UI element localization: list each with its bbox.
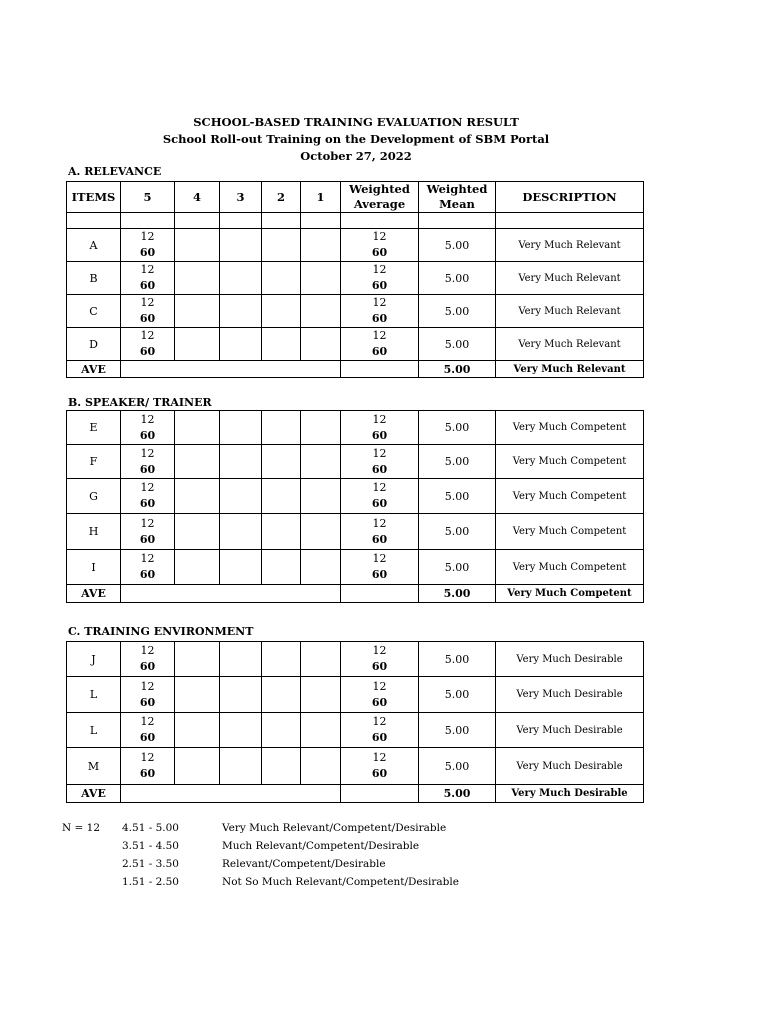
rating-5-cell bbox=[121, 411, 175, 445]
table-row bbox=[67, 642, 644, 677]
description-cell: Very Much Relevant bbox=[496, 328, 644, 361]
rating-3-cell bbox=[220, 550, 262, 585]
rating-3-cell bbox=[220, 479, 262, 514]
weighted-mean-cell: 5.00 bbox=[419, 550, 496, 585]
rating-1-cell bbox=[301, 262, 341, 295]
rating-1-cell bbox=[301, 550, 341, 585]
rating-5-score: 60 bbox=[139, 345, 156, 358]
rating-4-cell bbox=[175, 262, 220, 295]
weighted-average-cell bbox=[341, 550, 419, 585]
rating-3-cell bbox=[220, 514, 262, 550]
weighted-count: 12 bbox=[372, 751, 387, 764]
weighted-average-cell bbox=[341, 445, 419, 479]
rating-4-cell bbox=[175, 479, 220, 514]
rating-5-cell bbox=[121, 479, 175, 514]
weighted-count: 12 bbox=[372, 644, 387, 657]
rating-2-cell bbox=[262, 295, 301, 328]
table-row bbox=[67, 550, 644, 585]
item-label: M bbox=[67, 748, 121, 785]
rating-5-score: 60 bbox=[139, 767, 156, 780]
weighted-total: 60 bbox=[371, 695, 388, 709]
weighted-total: 60 bbox=[371, 246, 388, 259]
item-label: G bbox=[67, 479, 121, 514]
description-cell: Very Much Competent bbox=[496, 550, 644, 585]
item-label: C bbox=[67, 295, 121, 328]
weighted-total: 60 bbox=[371, 312, 388, 325]
description-cell: Very Much Relevant bbox=[496, 262, 644, 295]
rating-3-cell bbox=[220, 328, 262, 361]
rating-3-cell bbox=[220, 445, 262, 479]
table-row bbox=[67, 295, 644, 328]
rating-2-cell bbox=[262, 328, 301, 361]
rating-1-cell bbox=[301, 411, 341, 445]
item-label: I bbox=[67, 550, 121, 585]
table-row bbox=[67, 514, 644, 550]
rating-1-cell bbox=[301, 445, 341, 479]
rating-5-score: 60 bbox=[139, 279, 156, 292]
weighted-count: 12 bbox=[372, 412, 387, 426]
rating-5-cell bbox=[121, 550, 175, 585]
rating-5-cell bbox=[121, 642, 175, 677]
rating-5-score: 60 bbox=[139, 462, 156, 476]
description-cell: Very Much Competent bbox=[496, 479, 644, 514]
average-blank bbox=[121, 361, 341, 378]
rating-5-count: 12 bbox=[140, 481, 155, 494]
description-cell: Very Much Desirable bbox=[496, 748, 644, 785]
weighted-average-cell bbox=[341, 713, 419, 748]
relevance-header bbox=[67, 182, 644, 229]
legend-row bbox=[62, 858, 582, 876]
weighted-average-cell bbox=[341, 295, 419, 328]
rating-5-cell bbox=[121, 748, 175, 785]
rating-1-cell bbox=[301, 677, 341, 713]
col-items: ITEMS bbox=[67, 182, 121, 213]
rating-2-cell bbox=[262, 479, 301, 514]
table-row bbox=[67, 328, 644, 361]
rating-4-cell bbox=[175, 748, 220, 785]
weighted-average-cell bbox=[341, 229, 419, 262]
training-environment-table bbox=[66, 641, 644, 803]
weighted-mean-cell: 5.00 bbox=[419, 479, 496, 514]
weighted-total: 60 bbox=[371, 660, 388, 673]
rating-2-cell bbox=[262, 550, 301, 585]
table-row bbox=[67, 229, 644, 262]
weighted-mean-cell: 5.00 bbox=[419, 514, 496, 550]
description-cell: Very Much Desirable bbox=[496, 677, 644, 713]
rating-2-cell bbox=[262, 229, 301, 262]
legend-row bbox=[62, 840, 582, 858]
rating-5-cell bbox=[121, 295, 175, 328]
section-a-average bbox=[67, 361, 644, 378]
legend-text: Not So Much Relevant/Competent/Desirable bbox=[222, 876, 459, 888]
rating-3-cell bbox=[220, 677, 262, 713]
legend-range: 2.51 - 3.50 bbox=[122, 858, 179, 870]
weighted-total: 60 bbox=[371, 462, 388, 476]
rating-4-cell bbox=[175, 642, 220, 677]
rating-5-score: 60 bbox=[139, 695, 156, 709]
average-row bbox=[67, 361, 644, 378]
rating-5-score: 60 bbox=[139, 660, 156, 673]
item-label: F bbox=[67, 445, 121, 479]
legend-range: 4.51 - 5.00 bbox=[122, 822, 179, 834]
description-cell: Very Much Desirable bbox=[496, 713, 644, 748]
description-cell: Very Much Relevant bbox=[496, 229, 644, 262]
table-row bbox=[67, 262, 644, 295]
rating-2-cell bbox=[262, 445, 301, 479]
rating-5-cell bbox=[121, 229, 175, 262]
rating-5-cell bbox=[121, 514, 175, 550]
rating-4-cell bbox=[175, 411, 220, 445]
weighted-count: 12 bbox=[372, 679, 387, 693]
weighted-count: 12 bbox=[372, 715, 387, 728]
sample-size: N = 12 bbox=[62, 822, 101, 834]
speaker-trainer-table bbox=[66, 410, 644, 603]
rating-5-count: 12 bbox=[140, 679, 155, 693]
average-mean: 5.00 bbox=[419, 585, 496, 603]
table-row bbox=[67, 411, 644, 445]
legend-row bbox=[62, 822, 582, 840]
section-b-title: B. SPEAKER/ TRAINER bbox=[68, 396, 212, 409]
weighted-total: 60 bbox=[371, 497, 388, 510]
rating-5-score: 60 bbox=[139, 312, 156, 325]
weighted-total: 60 bbox=[371, 345, 388, 358]
rating-1-cell bbox=[301, 514, 341, 550]
weighted-total: 60 bbox=[371, 532, 388, 546]
rating-5-score: 60 bbox=[139, 568, 156, 581]
rating-3-cell bbox=[220, 642, 262, 677]
rating-2-cell bbox=[262, 713, 301, 748]
legend-range: 1.51 - 2.50 bbox=[122, 876, 179, 888]
weighted-mean-cell: 5.00 bbox=[419, 677, 496, 713]
rating-1-cell bbox=[301, 328, 341, 361]
rating-5-count: 12 bbox=[140, 516, 155, 530]
weighted-average-cell bbox=[341, 328, 419, 361]
rating-3-cell bbox=[220, 411, 262, 445]
rating-2-cell bbox=[262, 642, 301, 677]
average-description: Very Much Competent bbox=[496, 585, 644, 603]
rating-5-count: 12 bbox=[140, 263, 155, 276]
weighted-total: 60 bbox=[371, 279, 388, 292]
item-label: E bbox=[67, 411, 121, 445]
document-header bbox=[0, 114, 712, 165]
rating-5-score: 60 bbox=[139, 731, 156, 744]
weighted-mean-cell: 5.00 bbox=[419, 229, 496, 262]
weighted-count: 12 bbox=[372, 296, 387, 309]
weighted-average-cell bbox=[341, 642, 419, 677]
weighted-average-cell bbox=[341, 514, 419, 550]
weighted-count: 12 bbox=[372, 263, 387, 276]
legend-range: 3.51 - 4.50 bbox=[122, 840, 179, 852]
rating-5-count: 12 bbox=[140, 296, 155, 309]
rating-4-cell bbox=[175, 550, 220, 585]
rating-4-cell bbox=[175, 328, 220, 361]
section-c-average bbox=[67, 785, 644, 803]
rating-3-cell bbox=[220, 262, 262, 295]
average-mean: 5.00 bbox=[419, 361, 496, 378]
rating-5-cell bbox=[121, 328, 175, 361]
weighted-mean-cell: 5.00 bbox=[419, 295, 496, 328]
document-title: SCHOOL-BASED TRAINING EVALUATION RESULT bbox=[193, 115, 519, 129]
rating-5-count: 12 bbox=[140, 412, 155, 426]
average-description: Very Much Relevant bbox=[496, 361, 644, 378]
description-cell: Very Much Competent bbox=[496, 514, 644, 550]
col-weighted-mean: Weighted Mean bbox=[419, 182, 496, 213]
weighted-average-cell bbox=[341, 677, 419, 713]
rating-3-cell bbox=[220, 748, 262, 785]
weighted-mean-cell: 5.00 bbox=[419, 411, 496, 445]
legend-row bbox=[62, 876, 582, 894]
weighted-mean-cell: 5.00 bbox=[419, 445, 496, 479]
weighted-total: 60 bbox=[371, 767, 388, 780]
col-5: 5 bbox=[121, 182, 175, 213]
table-row bbox=[67, 713, 644, 748]
legend-text: Relevant/Competent/Desirable bbox=[222, 858, 386, 870]
rating-4-cell bbox=[175, 514, 220, 550]
rating-5-score: 60 bbox=[139, 246, 156, 259]
weighted-mean-cell: 5.00 bbox=[419, 748, 496, 785]
rating-3-cell bbox=[220, 713, 262, 748]
rating-5-score: 60 bbox=[139, 428, 156, 442]
weighted-average-cell bbox=[341, 479, 419, 514]
rating-5-count: 12 bbox=[140, 230, 155, 243]
section-c-rows bbox=[67, 642, 644, 785]
weighted-mean-cell: 5.00 bbox=[419, 262, 496, 295]
rating-5-cell bbox=[121, 713, 175, 748]
average-label: AVE bbox=[67, 785, 121, 803]
rating-5-count: 12 bbox=[140, 552, 155, 565]
rating-4-cell bbox=[175, 677, 220, 713]
rating-2-cell bbox=[262, 677, 301, 713]
description-cell: Very Much Competent bbox=[496, 411, 644, 445]
rating-2-cell bbox=[262, 262, 301, 295]
document-subtitle: School Roll-out Training on the Development of SBM Portal bbox=[162, 132, 550, 146]
item-label: L bbox=[67, 713, 121, 748]
rating-3-cell bbox=[220, 229, 262, 262]
weighted-count: 12 bbox=[372, 552, 387, 565]
average-mean: 5.00 bbox=[419, 785, 496, 803]
item-label: A bbox=[67, 229, 121, 262]
weighted-count: 12 bbox=[372, 446, 387, 460]
rating-4-cell bbox=[175, 295, 220, 328]
col-description: DESCRIPTION bbox=[496, 182, 644, 213]
col-weighted-average: Weighted Average bbox=[341, 182, 419, 213]
rating-1-cell bbox=[301, 479, 341, 514]
average-weighted-blank bbox=[341, 361, 419, 378]
rating-5-score: 60 bbox=[139, 497, 156, 510]
column-header-row bbox=[67, 182, 644, 213]
legend-text: Very Much Relevant/Competent/Desirable bbox=[222, 822, 447, 834]
item-label: H bbox=[67, 514, 121, 550]
relevance-table bbox=[66, 181, 644, 378]
rating-legend bbox=[62, 822, 582, 894]
description-cell: Very Much Competent bbox=[496, 445, 644, 479]
rating-2-cell bbox=[262, 411, 301, 445]
rating-5-cell bbox=[121, 445, 175, 479]
average-weighted-blank bbox=[341, 585, 419, 603]
item-label: D bbox=[67, 328, 121, 361]
average-blank bbox=[121, 785, 341, 803]
rating-4-cell bbox=[175, 445, 220, 479]
weighted-average-cell bbox=[341, 411, 419, 445]
col-1: 1 bbox=[301, 182, 341, 213]
rating-5-count: 12 bbox=[140, 751, 155, 764]
weighted-mean-cell: 5.00 bbox=[419, 642, 496, 677]
weighted-count: 12 bbox=[372, 516, 387, 530]
col-4: 4 bbox=[175, 182, 220, 213]
rating-1-cell bbox=[301, 642, 341, 677]
rating-5-cell bbox=[121, 677, 175, 713]
average-label: AVE bbox=[67, 585, 121, 603]
table-row bbox=[67, 677, 644, 713]
rating-5-cell bbox=[121, 262, 175, 295]
weighted-total: 60 bbox=[371, 731, 388, 744]
rating-1-cell bbox=[301, 713, 341, 748]
rating-5-count: 12 bbox=[140, 446, 155, 460]
weighted-count: 12 bbox=[372, 329, 387, 342]
rating-1-cell bbox=[301, 748, 341, 785]
average-blank bbox=[121, 585, 341, 603]
section-b-rows bbox=[67, 411, 644, 585]
rating-5-count: 12 bbox=[140, 715, 155, 728]
average-description: Very Much Desirable bbox=[496, 785, 644, 803]
average-row bbox=[67, 585, 644, 603]
col-3: 3 bbox=[220, 182, 262, 213]
rating-4-cell bbox=[175, 229, 220, 262]
section-c-title: C. TRAINING ENVIRONMENT bbox=[68, 625, 254, 638]
weighted-count: 12 bbox=[372, 230, 387, 243]
weighted-average-cell bbox=[341, 262, 419, 295]
section-a-title: A. RELEVANCE bbox=[68, 165, 162, 178]
weighted-average-cell bbox=[341, 748, 419, 785]
table-row bbox=[67, 445, 644, 479]
rating-5-score: 60 bbox=[139, 532, 156, 546]
rating-5-count: 12 bbox=[140, 644, 155, 657]
item-label: B bbox=[67, 262, 121, 295]
average-row bbox=[67, 785, 644, 803]
description-cell: Very Much Relevant bbox=[496, 295, 644, 328]
weighted-mean-cell: 5.00 bbox=[419, 713, 496, 748]
average-weighted-blank bbox=[341, 785, 419, 803]
section-b-average bbox=[67, 585, 644, 603]
item-label: L bbox=[67, 677, 121, 713]
rating-2-cell bbox=[262, 514, 301, 550]
table-row bbox=[67, 748, 644, 785]
average-label: AVE bbox=[67, 361, 121, 378]
weighted-count: 12 bbox=[372, 481, 387, 494]
rating-2-cell bbox=[262, 748, 301, 785]
item-label: J bbox=[67, 642, 121, 677]
spacer-row bbox=[67, 213, 644, 229]
rating-1-cell bbox=[301, 229, 341, 262]
col-2: 2 bbox=[262, 182, 301, 213]
rating-4-cell bbox=[175, 713, 220, 748]
weighted-total: 60 bbox=[371, 568, 388, 581]
section-a-rows bbox=[67, 229, 644, 361]
description-cell: Very Much Desirable bbox=[496, 642, 644, 677]
weighted-total: 60 bbox=[371, 428, 388, 442]
rating-1-cell bbox=[301, 295, 341, 328]
legend-text: Much Relevant/Competent/Desirable bbox=[222, 840, 420, 852]
table-row bbox=[67, 479, 644, 514]
document-date: October 27, 2022 bbox=[300, 149, 412, 163]
rating-3-cell bbox=[220, 295, 262, 328]
weighted-mean-cell: 5.00 bbox=[419, 328, 496, 361]
rating-5-count: 12 bbox=[140, 329, 155, 342]
